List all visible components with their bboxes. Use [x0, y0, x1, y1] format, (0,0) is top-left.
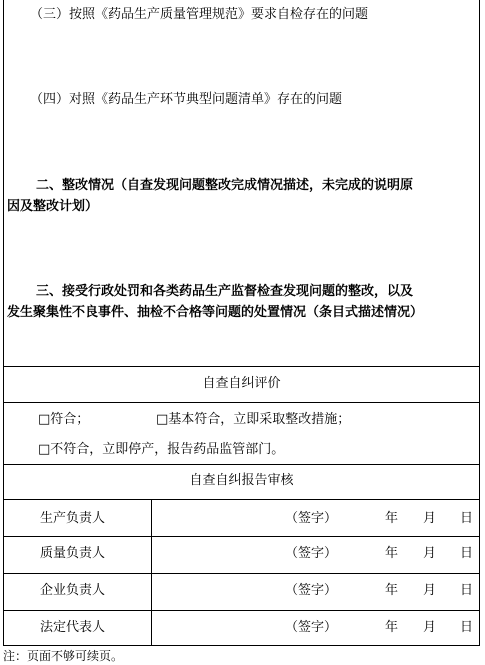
year-label: 年 — [385, 511, 399, 526]
review-title: 自查自纠报告审核 — [189, 473, 294, 488]
divider — [3, 464, 480, 465]
year-label: 年 — [385, 620, 399, 635]
checkbox-basic-compliant[interactable]: □基本符合，立即采取整改措施； — [156, 412, 351, 427]
rectification-heading-line1: 二、整改情况（自查发现问题整改完成情况描述，未完成的说明原 — [36, 178, 414, 193]
sign-label: （签字） — [285, 511, 338, 526]
divider — [3, 610, 480, 611]
role-label: 生产负责人 — [40, 511, 106, 526]
penalty-heading-line1: 三、接受行政处罚和各类药品生产监督检查发现问题的整改，以及 — [36, 284, 414, 299]
divider — [3, 536, 480, 537]
day-label: 日 — [460, 546, 474, 561]
rectification-heading-line2: 因及整改计划） — [7, 199, 99, 214]
month-label: 月 — [423, 620, 437, 635]
year-label: 年 — [385, 546, 399, 561]
section-4-item: （四）对照《药品生产环节典型问题清单》存在的问题 — [30, 92, 343, 107]
divider — [3, 366, 480, 367]
day-label: 日 — [460, 511, 474, 526]
sign-label: （签字） — [285, 583, 338, 598]
day-label: 日 — [460, 583, 474, 598]
role-label: 企业负责人 — [40, 583, 106, 598]
month-label: 月 — [423, 546, 437, 561]
sign-label: （签字） — [285, 620, 338, 635]
divider — [3, 573, 480, 574]
section-3-item: （三）按照《药品生产质量管理规范》要求自检存在的问题 — [30, 7, 369, 22]
evaluation-title: 自查自纠评价 — [202, 376, 281, 391]
day-label: 日 — [460, 620, 474, 635]
footnote: 注：页面不够可续页。 — [3, 649, 124, 663]
role-label: 法定代表人 — [40, 620, 106, 635]
month-label: 月 — [423, 511, 437, 526]
checkbox-compliant[interactable]: □符合； — [38, 412, 90, 427]
sign-label: （签字） — [285, 546, 338, 561]
penalty-heading-line2: 发生聚集性不良事件、抽检不合格等问题的处置情况（条目式描述情况） — [7, 305, 424, 320]
checkbox-noncompliant[interactable]: □不符合，立即停产，报告药品监管部门。 — [38, 442, 285, 457]
divider — [3, 499, 480, 500]
divider — [3, 402, 480, 403]
year-label: 年 — [385, 583, 399, 598]
role-label: 质量负责人 — [40, 546, 106, 561]
month-label: 月 — [423, 583, 437, 598]
